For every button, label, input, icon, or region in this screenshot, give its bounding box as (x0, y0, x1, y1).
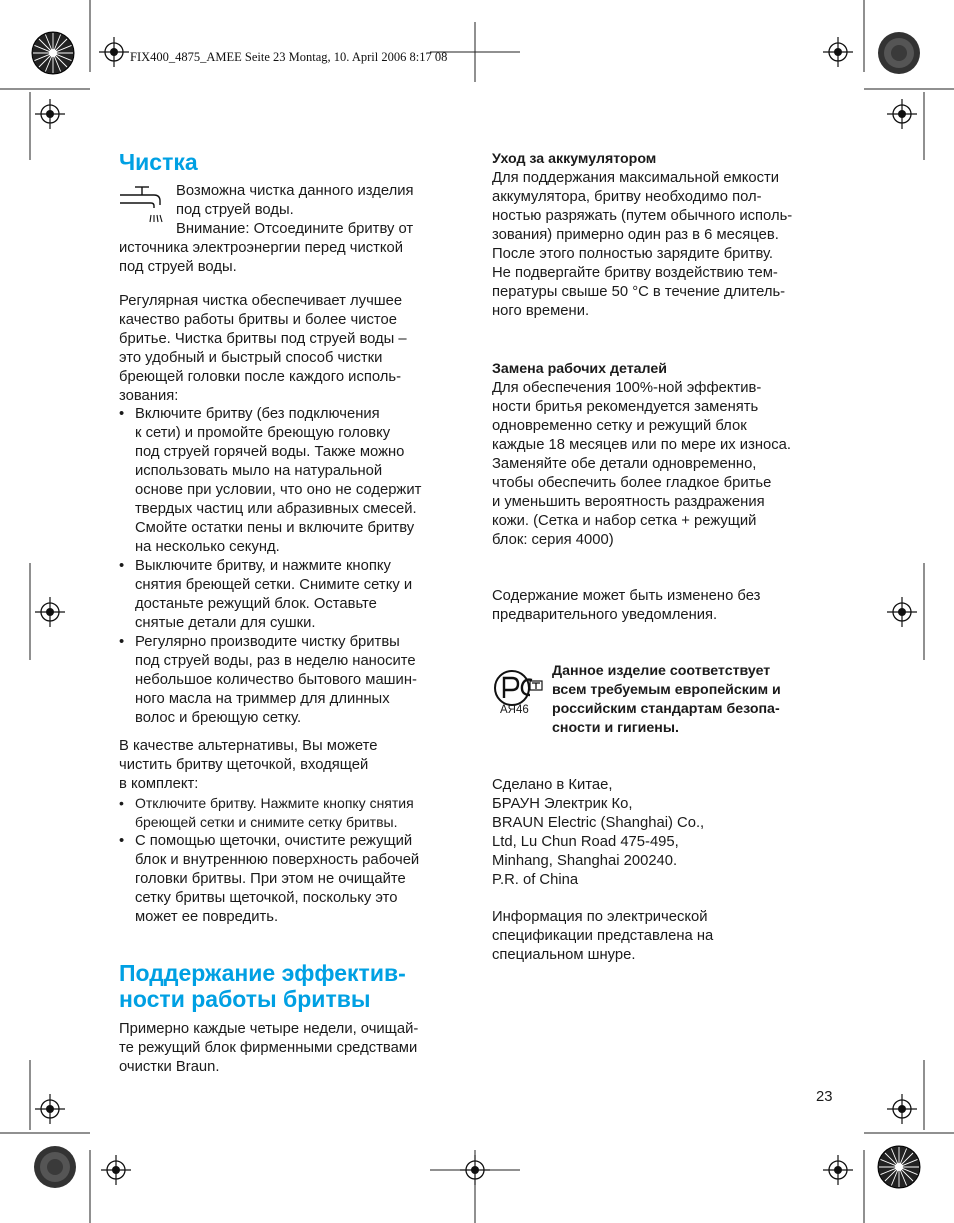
registration-mark-icon (460, 1155, 490, 1185)
text-line: спецификации представлена на (492, 928, 714, 944)
text-line: к сети) и промойте бреющую головку (135, 425, 391, 441)
text-line: может ее повредить. (135, 909, 279, 925)
parts-replacement-heading: Замена рабочих деталей (492, 361, 667, 377)
cleaning-intro-continued (119, 239, 469, 277)
text-line: • Выключите бритву, и нажмите кнопку (135, 558, 391, 574)
text-line: специальном шнуре. (492, 947, 636, 963)
text-line: Содержание может быть изменено без (492, 588, 761, 604)
text-line: Для обеспечения 100%-ной эффектив- (492, 380, 762, 396)
registration-disc-icon (34, 1146, 76, 1188)
text-line: твердых частиц или абразивных смесей. (135, 501, 417, 517)
text-line: • С помощью щеточки, очистите режущий (135, 833, 413, 849)
parts-replacement-paragraph (492, 379, 842, 550)
text-line: волос и бреющую сетку. (135, 710, 302, 726)
text-line: блок: серия 4000) (492, 532, 614, 548)
text-line: ностью разряжать (путем обычного исполь- (492, 208, 793, 224)
cleaning-intro-indented (176, 182, 466, 239)
text-line: чтобы обеспечить более гладкое бритье (492, 475, 772, 491)
list-item (119, 557, 469, 633)
registration-mark-icon (823, 37, 853, 67)
registration-mark-icon (887, 597, 917, 627)
text-line: ного времени. (492, 303, 590, 319)
brush-cleaning-steps (119, 794, 469, 927)
text-line: Данное изделие соответствует (552, 663, 771, 679)
text-line: зования: (119, 388, 179, 404)
text-line: БРАУН Электрик Ко, (492, 796, 633, 812)
text-line: бреющей сетки и снимите сетку бритвы. (135, 814, 398, 830)
text-line: чистить бритву щеточкой, входящей (119, 757, 369, 773)
text-line: снятия бреющей сетки. Снимите сетку и (135, 577, 413, 593)
text-line: основе при условии, что оно не содержит (135, 482, 422, 498)
list-item (119, 405, 469, 557)
page-number: 23 (816, 1089, 833, 1105)
registration-mark-icon (823, 1155, 853, 1185)
text-line: Смойте остатки пены и включите бритву (135, 520, 415, 536)
text-line: Примерно каждые четыре недели, очищай- (119, 1021, 419, 1037)
text-line: сетку бритвы щеточкой, поскольку это (135, 890, 398, 906)
list-item (119, 633, 469, 728)
water-cleaning-steps (119, 405, 469, 728)
text-line: качество работы бритвы и более чистое (119, 312, 397, 328)
text-line: • Отключите бритву. Нажмите кнопку снятия (135, 795, 414, 811)
text-line: ного масла на триммер для длинных (135, 691, 390, 707)
text-line: небольшое количество бытового машин- (135, 672, 417, 688)
regular-cleaning-paragraph (119, 292, 469, 406)
text-line: одновременно сетку и режущий блок (492, 418, 747, 434)
text-line: под струей воды, раз в неделю наносите (135, 653, 416, 669)
text-line: ности бритья рекомендуется заменять (492, 399, 759, 415)
title-line: Поддержание эффектив- (119, 960, 406, 986)
manufacturer-address (492, 776, 842, 890)
text-line: Minhang, Shanghai 200240. (492, 853, 678, 869)
text-line: Заменяйте обе детали одновременно, (492, 456, 757, 472)
text-line: бреющей головки после каждого исполь- (119, 369, 402, 385)
text-line: Возможна чистка данного изделия (176, 183, 414, 199)
text-line: BRAUN Electric (Shanghai) Co., (492, 815, 705, 831)
registration-mark-icon (101, 1155, 131, 1185)
text-line: Сделано в Китае, (492, 777, 613, 793)
registration-mark-icon (99, 37, 129, 67)
list-item (119, 794, 469, 832)
electrical-spec-note (492, 908, 842, 965)
text-line: достаньте режущий блок. Оставьте (135, 596, 377, 612)
text-line: P.R. of China (492, 872, 579, 888)
text-line: Информация по электрической (492, 909, 708, 925)
text-line: российским стандартам безопа- (552, 701, 780, 717)
change-notice (492, 587, 842, 625)
registration-star-icon (878, 1146, 920, 1188)
registration-star-icon (32, 32, 74, 74)
battery-care-paragraph (492, 169, 842, 321)
text-line: снятые детали для сушки. (135, 615, 316, 631)
text-line: под струей воды. (119, 259, 237, 275)
text-line: в комплект: (119, 776, 199, 792)
text-line: В качестве альтернативы, Вы можете (119, 738, 378, 754)
registration-mark-icon (35, 99, 65, 129)
print-info-header: FIX400_4875_AMEE Seite 23 Montag, 10. April 2006 8:17 08 (130, 50, 448, 64)
water-tap-icon (118, 184, 168, 226)
text-line: головки бритвы. При этом не очищайте (135, 871, 406, 887)
text-line: под струей воды. (176, 202, 294, 218)
text-line: бритье. Чистка бритвы под струей воды – (119, 331, 407, 347)
text-line: пературы свыше 50 °C в течение длитель- (492, 284, 786, 300)
list-item (119, 832, 469, 927)
performance-title (119, 960, 406, 1012)
text-line: на несколько секунд. (135, 539, 280, 555)
text-line: Для поддержания максимальной емкости (492, 170, 780, 186)
text-line: • Включите бритву (без подключения (135, 406, 380, 422)
text-line: После этого полностью зарядите бритву. (492, 246, 774, 262)
registration-mark-icon (887, 99, 917, 129)
certification-statement (552, 662, 852, 738)
text-line: зования) примерно один раз в 6 месяцев. (492, 227, 779, 243)
text-line: Не подвергайте бритву воздействию тем- (492, 265, 778, 281)
battery-care-heading: Уход за аккумулятором (492, 151, 657, 167)
text-line: • Регулярно производите чистку бритвы (135, 634, 400, 650)
text-line: предварительного уведомления. (492, 607, 718, 623)
text-line: сности и гигиены. (552, 720, 679, 736)
text-line: Регулярная чистка обеспечивает лучшее (119, 293, 403, 309)
registration-mark-icon (35, 1094, 65, 1124)
registration-disc-icon (878, 32, 920, 74)
text-line: очистки Braun. (119, 1059, 220, 1075)
text-line: блок и внутреннюю поверхность рабочей (135, 852, 420, 868)
cert-code: АЯ46 (500, 704, 529, 716)
text-line: Внимание: Отсоедините бритву от (176, 221, 414, 237)
text-line: кожи. (Сетка и набор сетка + режущий (492, 513, 757, 529)
registration-mark-icon (35, 597, 65, 627)
text-line: каждые 18 месяцев или по мере их износа. (492, 437, 791, 453)
performance-paragraph (119, 1020, 474, 1077)
registration-mark-icon (887, 1094, 917, 1124)
text-line: источника электроэнергии перед чисткой (119, 240, 404, 256)
cleaning-title: Чистка (119, 149, 198, 175)
title-line: ности работы бритвы (119, 986, 371, 1012)
text-line: использовать мыло на натуральной (135, 463, 383, 479)
text-line: под струей горячей воды. Также можно (135, 444, 405, 460)
text-line: это удобный и быстрый способ чистки (119, 350, 383, 366)
text-line: те режущий блок фирменными средствами (119, 1040, 418, 1056)
text-line: аккумулятора, бритву необходимо пол- (492, 189, 762, 205)
text-line: Ltd, Lu Chun Road 475-495, (492, 834, 679, 850)
text-line: и уменьшить вероятность раздражения (492, 494, 765, 510)
text-line: всем требуемым европейским и (552, 682, 781, 698)
alternative-paragraph (119, 737, 469, 794)
